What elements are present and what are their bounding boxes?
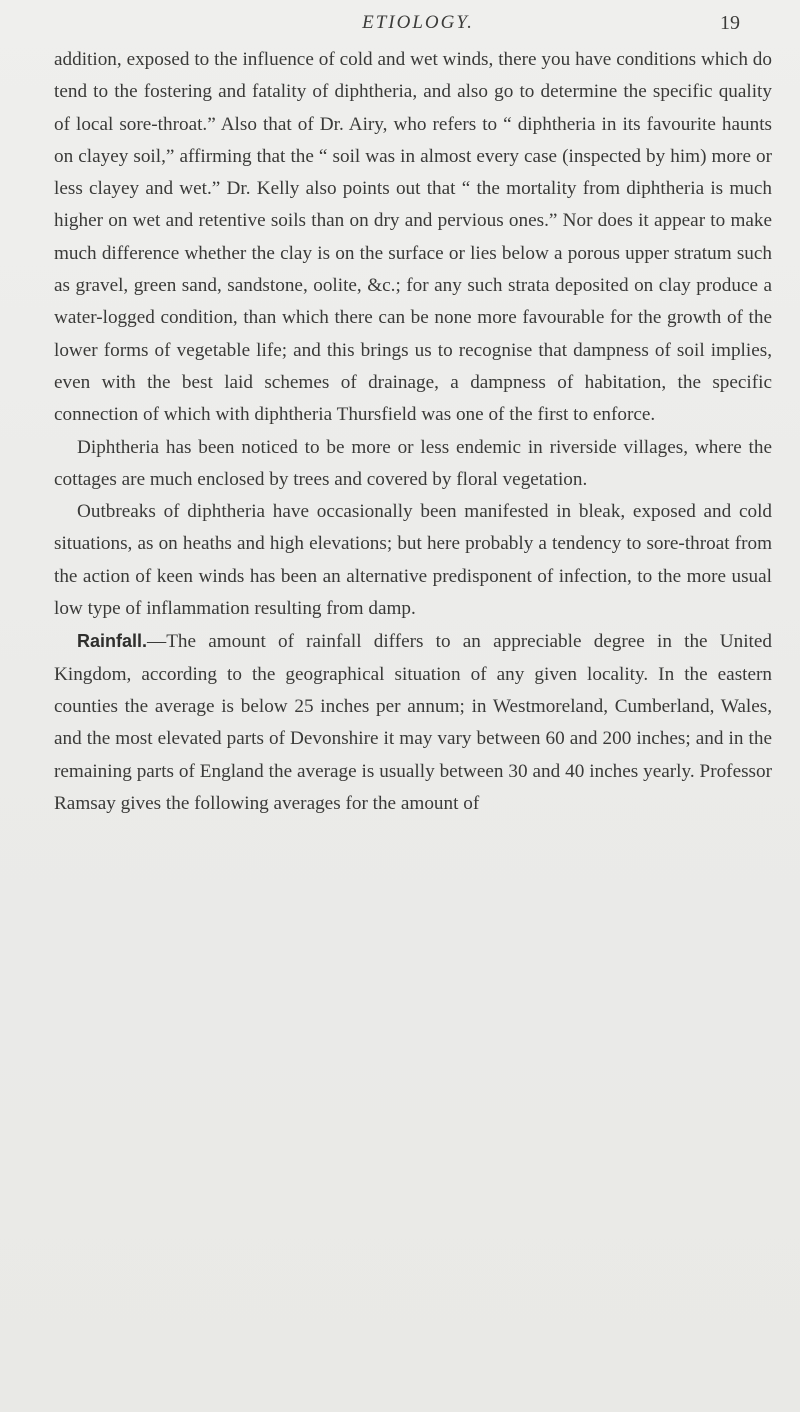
page-header	[0, 12, 800, 40]
paragraph-rainfall	[54, 625, 772, 820]
body-text	[54, 44, 772, 820]
rainfall-text: —The amount of rainfall differs to an appreciable degree in the United Kingdom, according to the geographical situation of any given locality. In the eastern counties the average is below 25 inches per annum; in Westmoreland, Cumberland, Wales, and the most elevated parts of Devonshire it may vary between 60 and 200 inches; and in the remaining parts of England the average is usually between 30 and 40 inches yearly. Professor Ramsay gives the following averages for the amount of	[54, 631, 772, 814]
paragraph-riverside: Diphtheria has been noticed to be more or less endemic in riverside villages, where the cottages are much enclosed by trees and covered by floral vegetation.	[54, 436, 772, 490]
rainfall-heading: Rainfall.	[77, 631, 148, 652]
page-number: 19	[720, 12, 740, 34]
running-head: ETIOLOGY.	[362, 12, 474, 33]
paragraph-continuation: addition, exposed to the influence of cold and wet winds, there you have conditions which do tend to the fostering and fatality of diphtheria, and also go to determine the specific quality of local sore-throat.” Also that of Dr. Airy, who refers to “ diphtheria in its favourite haunts on clayey soil,” affirming that the “ soil was in almost every case (inspected by him) more or less clayey and wet.” Dr. Kelly also points out that “ the mortality from diphtheria is much higher on wet and retentive soils than on dry and pervious ones.” Nor does it appear to make much difference whether the clay is on the surface or lies below a porous upper stratum such as gravel, green sand, sandstone, oolite, &c.; for any such strata deposited on clay produce a water-logged condition, than which there can be none more favourable for the growth of the lower forms of vegetable life; and this brings us to recognise that dampness of soil implies, even with the best laid schemes of drainage, a dampness of habitation, the specific connection of which with diphtheria Thursfield was one of the first to enforce.	[54, 49, 772, 426]
paragraph-outbreaks: Outbreaks of diphtheria have occasionally been manifested in bleak, exposed and cold situations, as on heaths and high elevations; but here probably a tendency to sore-throat from the action of keen winds has been an alternative predisponent of infection, to the more usual low type of inflammation resulting from damp.	[54, 501, 772, 620]
